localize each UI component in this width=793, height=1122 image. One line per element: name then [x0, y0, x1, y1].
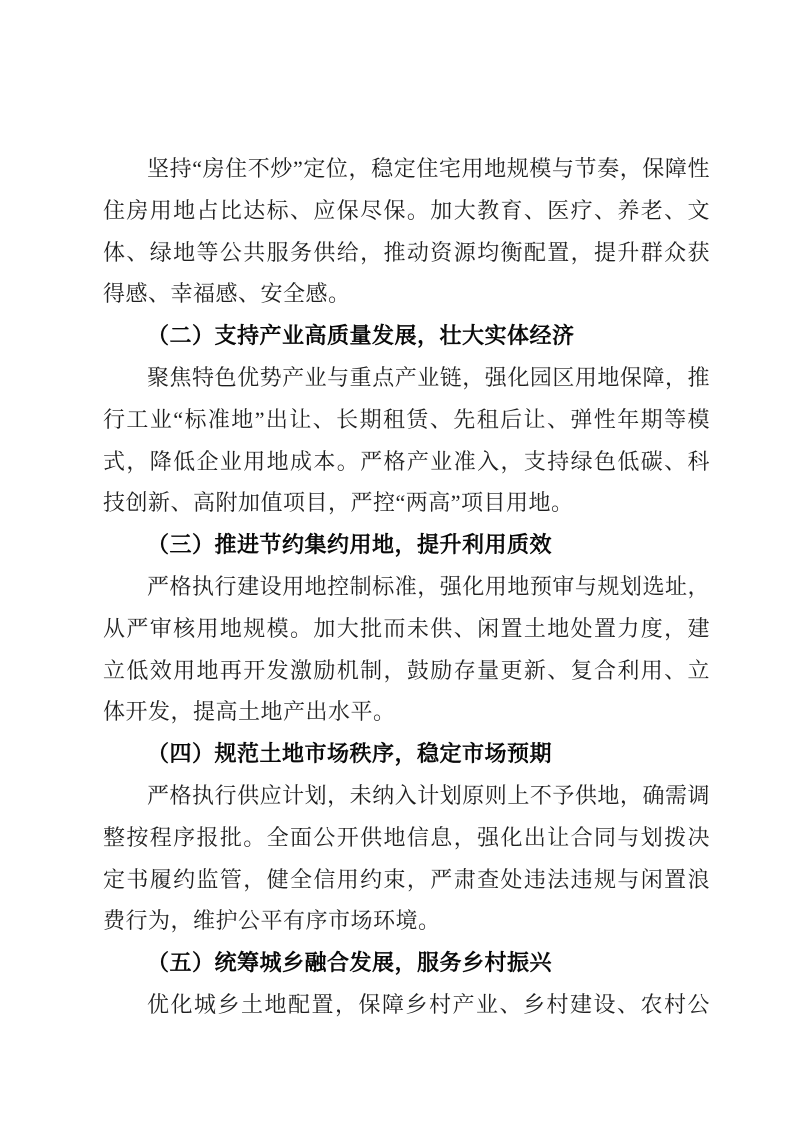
section-3-paragraph: 严格执行建设用地控制标准，强化用地预审与规划选址，从严审核用地规模。加大批而未供、闲置土地处置力度，建立低效用地再开发激励机制，鼓励存量更新、复合利用、立体开发，提高土地产出水平。 — [103, 573, 710, 725]
section-5-paragraph-continued: 优化城乡土地配置，保障乡村产业、乡村建设、农村公 — [147, 991, 710, 1017]
document-text-block — [103, 148, 710, 1026]
section-heading-4: （四）规范土地市场秩序，稳定市场预期 — [147, 741, 553, 767]
opening-paragraph: 坚持“房住不炒”定位，稳定住宅用地规模与节奏，保障性住房用地占比达标、应保尽保。加大教育、医疗、养老、文体、绿地等公共服务供给，推动资源均衡配置，提升群众获得感、幸福感、安全感。 — [103, 156, 710, 307]
section-heading-2: （二）支持产业高质量发展，壮大实体经济 — [147, 323, 575, 349]
section-heading-5: （五）统筹城乡融合发展，服务乡村振兴 — [147, 950, 553, 976]
section-heading-3: （三）推进节约集约用地，提升利用质效 — [147, 532, 553, 558]
section-4-paragraph: 严格执行供应计划，未纳入计划原则上不予供地，确需调整按程序报批。全面公开供地信息，强化出让合同与划拨决定书履约监管，健全信用约束，严肃查处违法违规与闲置浪费行为，维护公平有序市场环境。 — [103, 782, 710, 934]
section-2-paragraph: 聚焦特色优势产业与重点产业链，强化园区用地保障，推行工业“标准地”出让、长期租赁、先租后让、弹性年期等模式，降低企业用地成本。严格产业准入，支持绿色低碳、科技创新、高附加值项目，严控“两高”项目用地。 — [103, 364, 710, 516]
